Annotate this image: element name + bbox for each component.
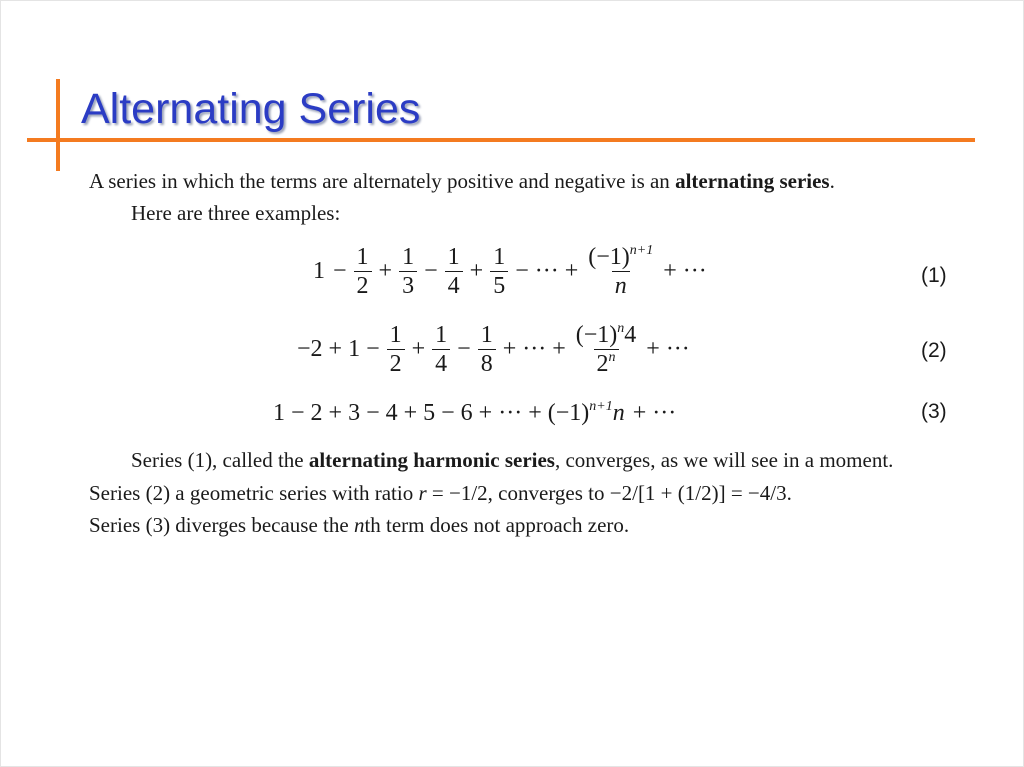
eq1-frac-1-2: $\frac{1}{2}$ [354,245,372,298]
eq1-frac-1-4: $\frac{1}{4}$ [445,245,463,298]
eq1-term: 1 [313,257,325,284]
equation-2-number: (2) [921,339,947,362]
accent-vertical-line [56,79,60,171]
intro-text: A series in which the terms are alternately positive and negative is an [89,169,676,193]
eq1-frac-1-3: $\frac{1}{3}$ [399,245,417,298]
eq2-op: + [411,335,426,362]
intro-period: . [829,169,835,193]
eq1-ellipsis: − ··· + [515,257,579,284]
eq2-op: − [457,335,471,362]
intro-line-2: Here are three examples: [131,201,341,225]
eq2-frac-1-4: $\frac{1}{4}$ [432,323,450,376]
equation-3-number: (3) [921,400,947,423]
note-series-2: Series (2) a geometric series with ratio r = −1/2, converges to −2/[1 + (1/2)] = −4/3. [89,481,792,505]
eq1-op: + [378,257,393,284]
slide-title: Alternating Series [81,85,421,133]
accent-horizontal-line [27,138,975,142]
intro-term-bold: alternating series [675,169,830,193]
note-series-1: Series (1), called the alternating harmonic series, converges, as we will see in a moment. [131,448,894,472]
eq1-op: − [333,257,347,284]
eq1-op: − [424,257,438,284]
eq2-frac-1-2: $\frac{1}{2}$ [387,323,405,376]
eq2-lead: −2 + 1 − [297,335,380,362]
equation-1 [309,241,711,301]
eq3-end: + ··· [632,399,677,426]
eq1-op: + [469,257,484,284]
equation-3 [269,383,680,443]
eq2-frac-1-8: $\frac{1}{8}$ [478,323,496,376]
intro-line-1 [89,167,835,195]
eq3-series: 1 − 2 + 3 − 4 + 5 − 6 + ··· + $(-1)^{n+1}n$ [273,398,625,426]
equation-1-number: (1) [921,264,947,287]
equation-2 [293,319,694,379]
note-series-3: Series (3) diverges because the nth term does not approach zero. [89,513,630,537]
eq1-general-term: $\frac{(-1)^{n+1}}{n}$ [588,242,654,299]
eq1-frac-1-5: $\frac{1}{5}$ [490,245,508,298]
eq1-end: + ··· [663,257,707,284]
eq2-ellipsis: + ··· + [502,335,566,362]
eq2-general-term: $\frac{(-1)^n4}{2^n}$ [575,320,637,377]
eq2-end: + ··· [646,335,690,362]
